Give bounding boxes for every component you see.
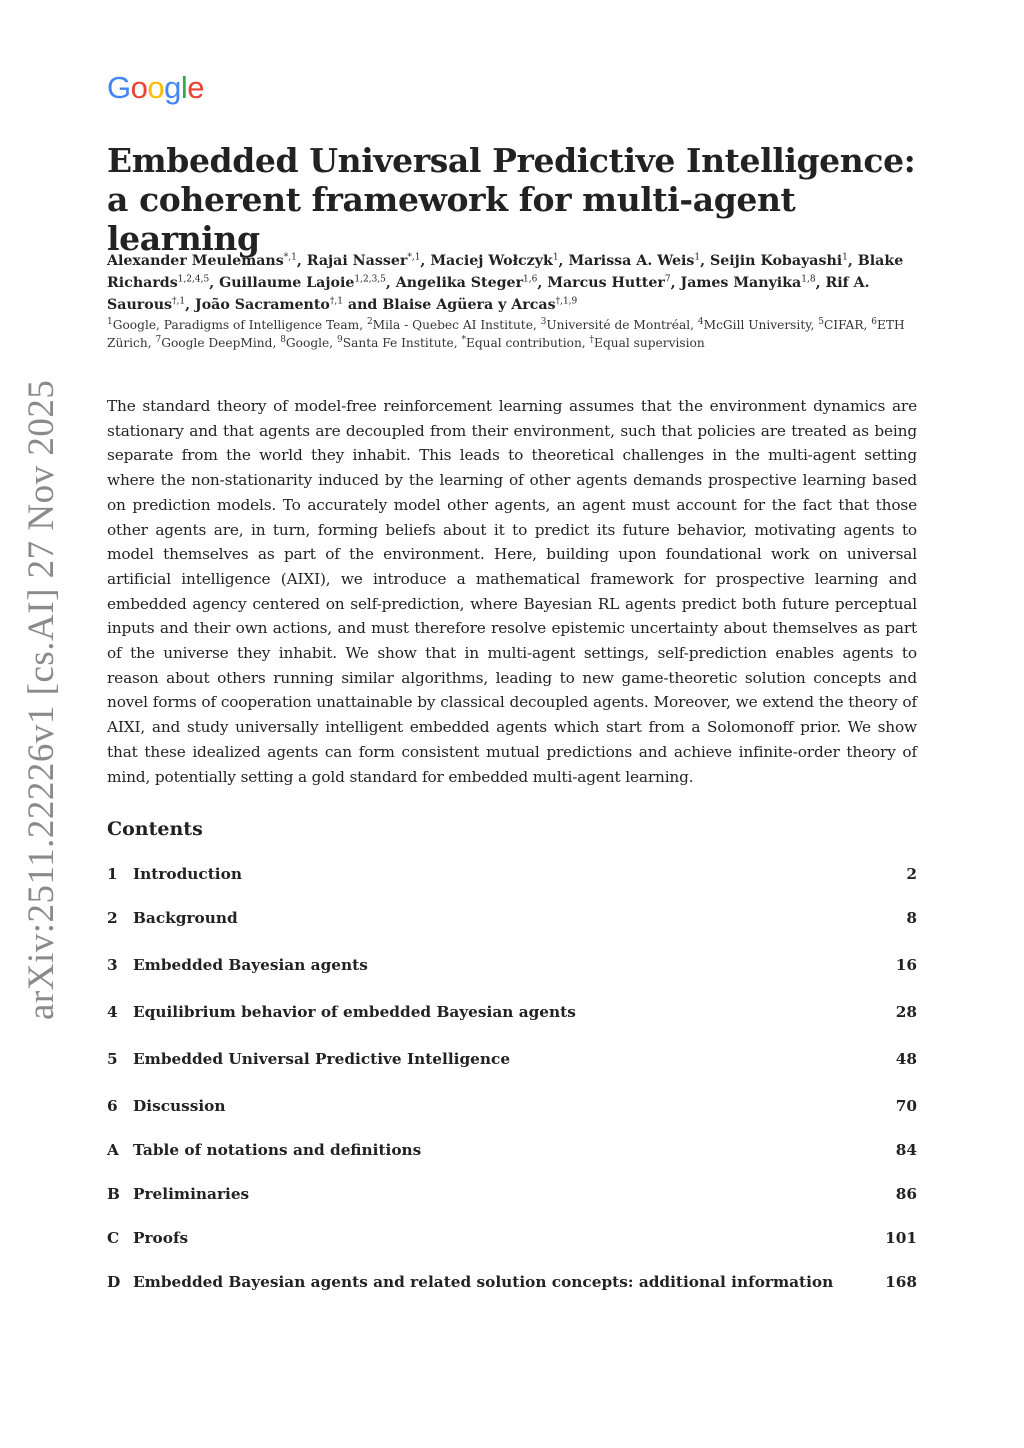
toc-entry-number: A — [107, 1141, 119, 1159]
arxiv-stamp: arXiv:2511.22226v1 [cs.AI] 27 Nov 2025 — [21, 379, 62, 1020]
toc-entry-page: 84 — [895, 1141, 917, 1159]
logo-letter: l — [180, 70, 188, 105]
toc-entry-page: 8 — [906, 909, 917, 927]
toc-entry[interactable] — [107, 1138, 917, 1162]
toc-entry-title: Introduction — [133, 865, 242, 883]
toc-entry-page: 16 — [895, 956, 917, 974]
author-affiliation-marker: *,1 — [407, 252, 421, 263]
affiliation-text: Equal contribution — [465, 336, 582, 350]
affiliation-text: CIFAR — [823, 318, 864, 332]
author-name: Guillaume Lajoie — [219, 275, 355, 291]
toc-entry-title: Table of notations and definitions — [133, 1141, 422, 1159]
toc-entry-number: 6 — [107, 1097, 118, 1115]
logo-letter: o — [130, 70, 148, 105]
author-name: Seijin Kobayashi — [710, 253, 843, 269]
author-name: Rif A. Saurous — [107, 275, 870, 313]
affiliation-text: Google — [285, 336, 330, 350]
toc-entry-number: B — [107, 1185, 120, 1203]
google-logo — [107, 70, 204, 106]
affiliation-marker: 2 — [366, 316, 373, 327]
affiliation-marker: 3 — [540, 316, 547, 327]
author-name: Maciej Wołczyk — [430, 253, 553, 269]
author-affiliation-marker: 7 — [664, 274, 671, 285]
author-joiner: and — [347, 297, 378, 313]
toc-entry[interactable] — [107, 953, 917, 977]
toc-entry[interactable] — [107, 1270, 917, 1294]
toc-entry[interactable] — [107, 1047, 917, 1071]
author-affiliation-marker: *,1 — [283, 252, 297, 263]
toc-entry-page: 86 — [895, 1185, 917, 1203]
toc-entry[interactable] — [107, 1182, 917, 1206]
affiliation-marker: * — [461, 334, 466, 345]
toc-entry[interactable] — [107, 1226, 917, 1250]
affiliation-text: Google, Paradigms of Intelligence Team — [112, 318, 360, 332]
toc-entry-page: 28 — [895, 1003, 917, 1021]
toc-entry-page: 168 — [885, 1273, 917, 1291]
toc-entry-title: Background — [133, 909, 238, 927]
affiliation-text: McGill University — [703, 318, 811, 332]
toc-entry[interactable] — [107, 1094, 917, 1118]
logo-letter: G — [107, 70, 131, 105]
author-affiliation-marker: 1,2,4,5 — [177, 274, 210, 285]
affiliation-text: Equal supervision — [594, 336, 705, 350]
affiliation-marker: 7 — [155, 334, 162, 345]
toc-entry-page: 48 — [895, 1050, 917, 1068]
paper-title: Embedded Universal Predictive Intelligence: a coherent framework for multi-agent learning — [107, 141, 916, 258]
toc-entry[interactable] — [107, 862, 917, 886]
author-affiliation-marker: 1,6 — [523, 274, 538, 285]
affiliation-text: Université de Montréal — [546, 318, 691, 332]
author-name: Blake Richards — [107, 253, 904, 291]
toc-entry-number: 2 — [107, 909, 118, 927]
author-affiliation-marker: 1,2,3,5 — [354, 274, 386, 285]
author-list: Alexander Meulemans$^{*,1}$, Rajai Nasser$^{*,1}$, Maciej Wołczyk$^1$, Marissa A. Weis$^1$, Seijin Kobayashi$^1$, Blake Richards$^{1,2,4,5}$, Guillaume Lajoie$^{1,2,3,5}$, Angelika Steger$^{1,6}$, Marcus Hutter$^7$, James Manyika$^{1,8}$, Rif A. Saurous$^{\dagger,1}$, João Sacramento$^{\dagger,1}$ and Blaise Agüera y Arcas$^{\dagger,1,9}$ — [107, 252, 904, 313]
author-affiliation-marker: †,1 — [329, 296, 343, 307]
author-affiliation-marker: 1 — [552, 252, 559, 263]
contents-heading: Contents — [107, 818, 203, 840]
logo-letter: g — [164, 70, 181, 105]
logo-letter: o — [147, 70, 165, 105]
author-name: James Manyika — [680, 275, 802, 291]
author-name: Alexander Meulemans — [107, 253, 284, 269]
affiliation-text: ETH Zürich — [107, 318, 905, 350]
affiliation-marker: 4 — [697, 316, 704, 327]
affiliation-marker: † — [589, 334, 595, 345]
author-name: Angelika Steger — [395, 275, 524, 291]
toc-entry-title: Proofs — [133, 1229, 189, 1247]
toc-entry-number: C — [107, 1229, 120, 1247]
author-name: João Sacramento — [194, 297, 330, 313]
affiliation-text: Google DeepMind — [161, 336, 273, 350]
affiliation-marker: 6 — [871, 316, 877, 327]
author-affiliation-marker: †,1 — [172, 296, 186, 307]
toc-entry-number: D — [107, 1273, 121, 1291]
affiliation-marker: 8 — [280, 334, 286, 345]
toc-entry-title: Preliminaries — [133, 1185, 250, 1203]
toc-entry-title: Embedded Bayesian agents — [133, 956, 368, 974]
toc-entry-title: Embedded Bayesian agents and related solution concepts: additional information — [133, 1273, 834, 1291]
toc-entry-page: 70 — [895, 1097, 917, 1115]
affiliation-marker: 9 — [337, 334, 343, 345]
toc-entry[interactable] — [107, 906, 917, 930]
toc-entry-number: 3 — [107, 956, 118, 974]
abstract: The standard theory of model-free reinforcement learning assumes that the environment dynamics are stationary and that agents are decoupled from their environment, such that policies are treated as being separate from the world they inhabit. This leads to theoretical challenges in the multi-agent setting where the non-stationarity induced by the learning of other agents demands prospective learning based on prediction models. To accurately model other agents, an agent must account for the fact that those other agents are, in turn, forming beliefs about it to predict its future behavior, motivating agents to model themselves as part of the environment. Here, building upon foundational work on universal artificial intelligence (AIXI), we introduce a mathematical framework for prospective learning and embedded agency centered on self-prediction, where Bayesian RL agents predict both future perceptual inputs and their own actions, and must therefore resolve epistemic uncertainty about themselves as part of the universe they inhabit. We show that in multi-agent settings, self-prediction enables agents to reason about others running similar algorithms, leading to new game-theoretic solution concepts and novel forms of cooperation unattainable by classical decoupled agents. Moreover, we extend the theory of AIXI, and study universally intelligent embedded agents which start from a Solomonoff prior. We show that these idealized agents can form consistent mutual predictions and achieve infinite-order theory of mind, potentially setting a gold standard for embedded multi-agent learning. — [107, 397, 917, 786]
toc-entry[interactable] — [107, 1000, 917, 1024]
toc-entry-title: Embedded Universal Predictive Intelligence — [133, 1050, 511, 1068]
author-affiliation-marker: 1 — [842, 252, 848, 263]
toc-entry-page: 101 — [885, 1229, 917, 1247]
toc-entry-page: 2 — [906, 865, 917, 883]
author-affiliation-marker: †,1,9 — [555, 296, 578, 307]
affiliation-text: Santa Fe Institute — [342, 336, 454, 350]
author-affiliation-marker: 1 — [694, 252, 701, 263]
author-affiliation-marker: 1,8 — [801, 274, 816, 285]
affiliation-list: $^1$Google, Paradigms of Intelligence Team, $^2$Mila - Quebec AI Institute, $^3$Université de Montréal, $^4$McGill University, $^5$CIFAR, $^6$ETH Zürich, $^7$Google DeepMind, $^8$Google, $^9$Santa Fe Institute, *Equal contribution, †Equal supervision — [107, 316, 905, 350]
author-name: Marcus Hutter — [547, 275, 665, 291]
toc-entry-number: 4 — [107, 1003, 118, 1021]
logo-letter: e — [187, 70, 205, 105]
toc-entry-title: Discussion — [133, 1097, 226, 1115]
author-name: Marissa A. Weis — [568, 253, 695, 269]
affiliation-marker: 1 — [107, 316, 113, 327]
toc-entry-title: Equilibrium behavior of embedded Bayesian agents — [133, 1003, 576, 1021]
affiliation-text: Mila - Quebec AI Institute — [372, 318, 533, 332]
toc-entry-number: 1 — [107, 865, 118, 883]
author-name: Blaise Agüera y Arcas — [382, 297, 556, 313]
toc-entry-number: 5 — [107, 1050, 118, 1068]
affiliation-marker: 5 — [818, 316, 824, 327]
author-name: Rajai Nasser — [306, 253, 408, 269]
